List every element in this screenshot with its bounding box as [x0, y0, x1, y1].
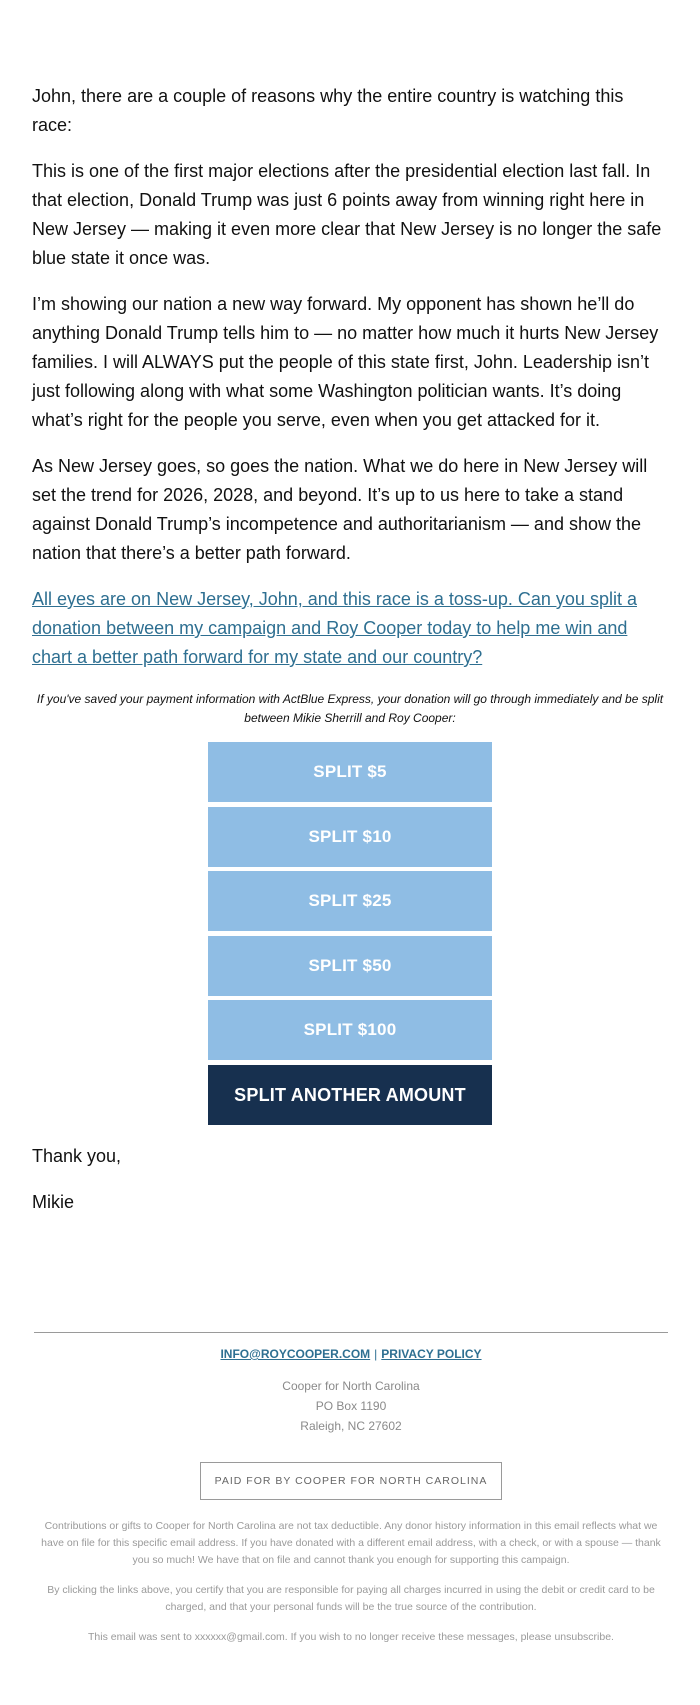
- donation-buttons: [208, 742, 492, 1125]
- sent-to-notice: This email was sent to xxxxxx@gmail.com. If you wish to no longer receive these messages, please unsubscribe.: [88, 1631, 614, 1643]
- address-pobox: PO Box 1190: [315, 1399, 387, 1413]
- donate-cta-link[interactable]: All eyes are on New Jersey, John, and this race is a toss-up. Can you split a donation between my campaign and Roy Cooper today to help me win and chart a better path forward for my state and our country?: [32, 589, 637, 667]
- paragraph-election: This is one of the first major elections after the presidential election last fall. In that election, Donald Trump was just 6 points away from winning right here in New Jersey — making it even more clear that New Jersey is no longer the safe blue state it once was.: [32, 161, 662, 268]
- split-10-button[interactable]: SPLIT $10: [208, 807, 492, 867]
- paid-for-disclaimer: PAID FOR BY COOPER FOR NORTH CAROLINA: [200, 1462, 502, 1500]
- signature: Mikie: [32, 1191, 75, 1212]
- mailing-address: [34, 1376, 668, 1436]
- email-body: [32, 82, 668, 1217]
- split-100-button[interactable]: SPLIT $100: [208, 1000, 492, 1060]
- address-org: Cooper for North Carolina: [282, 1379, 420, 1393]
- privacy-policy-link[interactable]: PRIVACY POLICY: [381, 1347, 482, 1361]
- email-link[interactable]: INFO@ROYCOOPER.COM: [220, 1347, 371, 1361]
- split-another-amount-button[interactable]: SPLIT ANOTHER AMOUNT: [208, 1065, 492, 1125]
- footer-links: [34, 1347, 668, 1361]
- paragraph-nation: As New Jersey goes, so goes the nation. What we do here in New Jersey will set the trend for 2026, 2028, and beyond. It’s up to us here to take a stand against Donald Trump’s incompetence and authoritarianism — and show the nation that there’s a better path forward.: [32, 456, 648, 563]
- link-separator: |: [374, 1347, 378, 1361]
- paragraph-new-way: I’m showing our nation a new way forward. My opponent has shown he’ll do anything Donald Trump tells him to — no matter how much it hurts New Jersey families. I will ALWAYS put the people of this state first, John. Leadership isn’t just following along with what some Washington politician wants. It’s doing what’s right for the people you serve, even when you get attacked for it.: [32, 294, 659, 430]
- address-city: Raleigh, NC 27602: [300, 1419, 402, 1433]
- split-25-button[interactable]: SPLIT $25: [208, 871, 492, 931]
- closing-text: Thank you,: [32, 1145, 122, 1166]
- actblue-express-note: If you've saved your payment information with ActBlue Express, your donation will go through immediately and be split between Mikie Sherrill and Roy Cooper:: [36, 692, 664, 725]
- paragraph-intro: John, there are a couple of reasons why the entire country is watching this race:: [32, 86, 624, 135]
- split-50-button[interactable]: SPLIT $50: [208, 936, 492, 996]
- split-5-button[interactable]: SPLIT $5: [208, 742, 492, 802]
- footer: [34, 1332, 668, 1646]
- tax-disclaimer: Contributions or gifts to Cooper for North Carolina are not tax deductible. Any donor history information in this email reflects what we have on file for this specific email address. If you have donated with a different email address, with a check, or with a spouse — thank you so much! We have that on file and cannot thank you enough for supporting this campaign.: [41, 1520, 661, 1566]
- certify-disclaimer: By clicking the links above, you certify that you are responsible for paying all charges incurred in using the debit or credit card to be charged, and that your personal funds will be the true source of the contribution.: [47, 1584, 655, 1613]
